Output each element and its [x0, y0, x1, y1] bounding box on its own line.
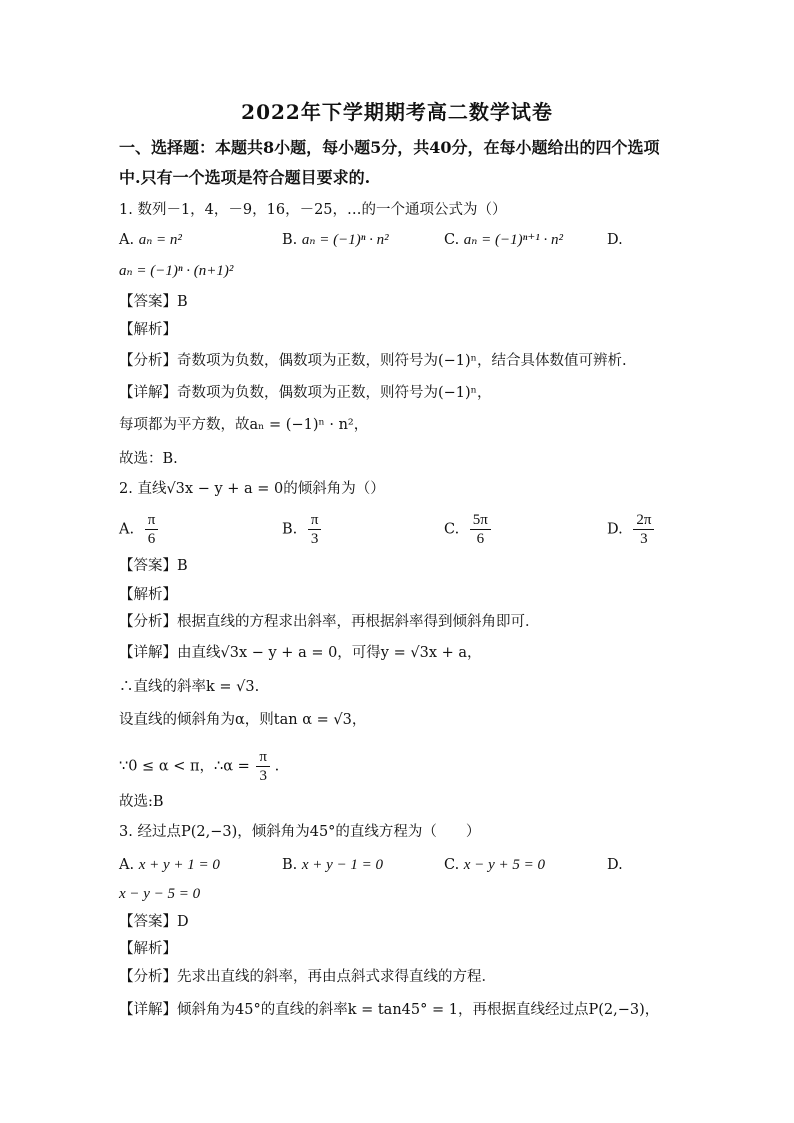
q2-step3-numerator: π — [256, 748, 270, 767]
q2-answer: 【答案】B — [119, 558, 188, 574]
q3-option-d-label: D. — [607, 857, 623, 873]
q2-option-d-denominator: 3 — [640, 531, 648, 547]
q3-option-c — [444, 855, 545, 875]
q2-step3-prefix: ∵0 ≤ α < π，∴α = — [119, 758, 250, 775]
q2-option-c-fraction — [470, 511, 491, 548]
q3-option-b-formula: x + y − 1 = 0 — [301, 857, 384, 873]
q3-answer: 【答案】D — [119, 914, 189, 930]
q2-stem: 2. 直线√3x − y + a = 0的倾斜角为（） — [119, 481, 385, 497]
q1-analysis-heading: 【解析】 — [119, 322, 177, 338]
q3-option-b — [282, 855, 383, 875]
q2-option-d-label: D. — [607, 521, 623, 538]
q2-option-a-fraction — [145, 511, 159, 548]
q2-option-a-label: A. — [119, 521, 135, 538]
q2-result: 故选:B — [119, 794, 164, 810]
q1-option-b-formula: aₙ = (−1)ⁿ · n² — [301, 232, 389, 248]
q3-option-a-label: A. — [119, 857, 135, 873]
q2-solution-step2: 设直线的倾斜角为α，则tan α = √3， — [119, 712, 367, 728]
q2-analysis-summary: 【分析】根据直线的方程求出斜率，再根据斜率得到倾斜角即可． — [119, 614, 540, 630]
q3-option-b-label: B. — [282, 857, 298, 873]
q3-detailed-solution: 【详解】倾斜角为45°的直线的斜率k = tan45° = 1，再根据直线经过点P(2,−3)， — [119, 1002, 660, 1018]
q2-option-c-numerator: 5π — [470, 511, 491, 530]
q2-option-d — [607, 511, 654, 548]
q1-option-c — [444, 230, 563, 250]
q2-step3-suffix: . — [274, 758, 280, 775]
q2-option-a-denominator: 6 — [147, 531, 156, 547]
q1-result: 故选：B. — [119, 451, 178, 467]
q3-analysis-heading: 【解析】 — [119, 941, 177, 957]
q2-option-b-fraction — [308, 511, 322, 548]
q3-option-a-formula: x + y + 1 = 0 — [138, 857, 220, 873]
q1-answer: 【答案】B — [119, 294, 188, 310]
q2-option-d-numerator: 2π — [633, 511, 654, 530]
section-heading-line2: 中.只有一个选项是符合题目要求的. — [119, 168, 371, 187]
q2-option-d-fraction — [633, 511, 654, 548]
q3-stem: 3. 经过点P(2,−3)，倾斜角为45°的直线方程为（ ） — [119, 824, 481, 840]
q1-option-c-formula: aₙ = (−1)ⁿ⁺¹ · n² — [463, 232, 563, 248]
q1-option-b-label: B. — [282, 232, 298, 248]
page-title: 2022年下学期期考高二数学试卷 — [241, 100, 553, 124]
q1-solution-step: 每项都为平方数，故aₙ = (−1)ⁿ · n²， — [119, 417, 369, 433]
q3-option-a — [119, 855, 220, 875]
q2-option-a — [119, 511, 158, 548]
q1-option-b — [282, 230, 389, 250]
q3-analysis-summary: 【分析】先求出直线的斜率，再由点斜式求得直线的方程． — [119, 969, 496, 985]
q1-stem: 1. 数列－1，4，－9，16，－25，…的一个通项公式为（） — [119, 202, 507, 218]
q2-option-c-denominator: 6 — [476, 531, 485, 547]
q2-solution-step1: ∴直线的斜率k = √3. — [119, 679, 260, 695]
q2-step3-fraction — [256, 748, 270, 785]
q1-option-a-formula: aₙ = n² — [138, 232, 182, 248]
q3-option-c-label: C. — [444, 857, 460, 873]
q3-option-d-formula: x − y − 5 = 0 — [119, 886, 201, 902]
q2-option-b-label: B. — [282, 521, 298, 538]
q2-step3-denominator: 3 — [259, 768, 267, 784]
q2-analysis-heading: 【解析】 — [119, 587, 177, 603]
q2-option-a-numerator: π — [145, 511, 159, 530]
q2-option-b — [282, 511, 321, 548]
q1-analysis-summary: 【分析】奇数项为负数，偶数项为正数，则符号为(−1)ⁿ，结合具体数值可辨析. — [119, 353, 627, 369]
q1-option-a-label: A. — [119, 232, 135, 248]
q2-option-b-denominator: 3 — [310, 531, 319, 547]
q1-option-d-formula: aₙ = (−1)ⁿ · (n+1)² — [119, 263, 234, 279]
q1-option-c-label: C. — [444, 232, 460, 248]
q1-detailed-solution: 【详解】奇数项为负数，偶数项为正数，则符号为(−1)ⁿ， — [119, 385, 492, 401]
section-heading-line1: 一、选择题：本题共8小题，每小题5分，共40分，在每小题给出的四个选项 — [119, 138, 660, 157]
q2-solution-step3 — [119, 748, 279, 785]
q3-option-c-formula: x − y + 5 = 0 — [463, 857, 545, 873]
q1-option-d-label: D. — [607, 232, 623, 248]
q2-option-c — [444, 511, 491, 548]
q2-option-b-numerator: π — [308, 511, 322, 530]
q1-option-a — [119, 230, 182, 250]
q2-detailed-solution: 【详解】由直线√3x − y + a = 0，可得y = √3x + a， — [119, 645, 482, 661]
q2-option-c-label: C. — [444, 521, 460, 538]
